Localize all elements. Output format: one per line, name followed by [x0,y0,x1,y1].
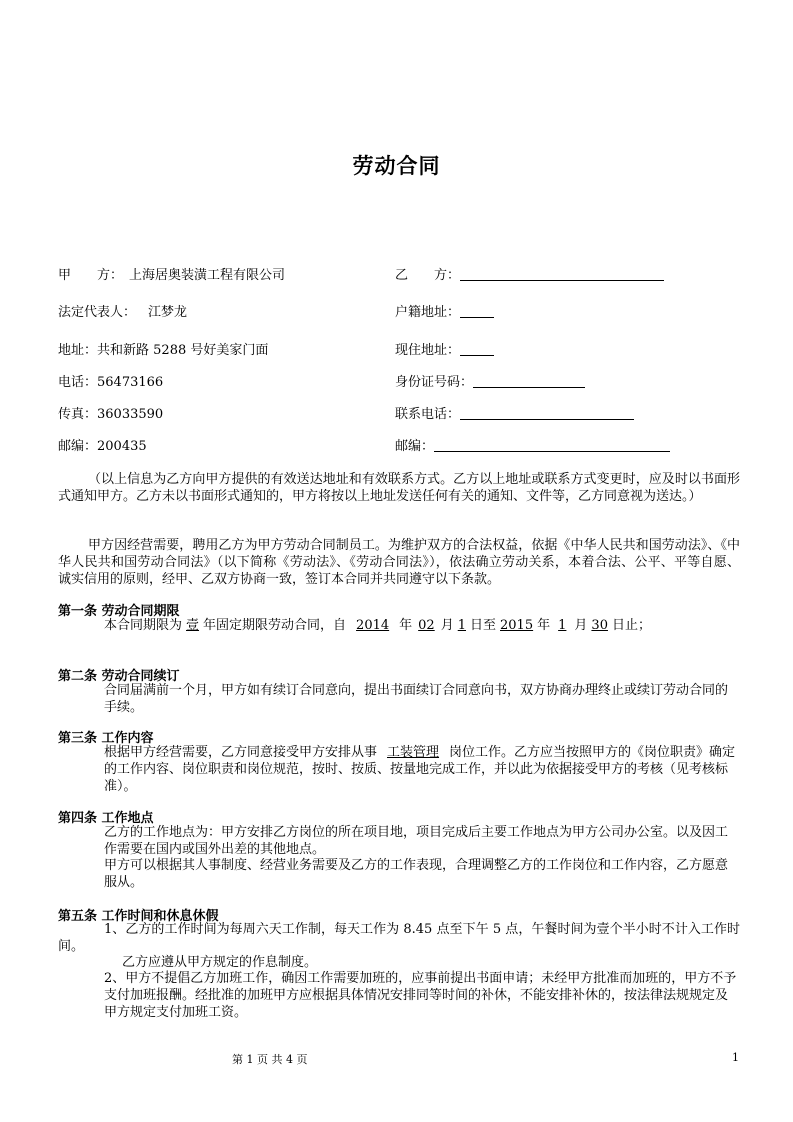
article-4-heading: 第四条 工作地点 [58,811,154,826]
term-text: 月 [440,618,454,633]
page-number: 1 [732,1051,739,1064]
party-b-blank[interactable] [460,266,664,281]
party-a-name: 上海居奥装潢工程有限公司 [129,268,286,283]
term-text: 年 [399,618,413,633]
page-info: 第 1 页 共 4 页 [232,1053,308,1066]
job-text: 根据甲方经营需要，乙方同意接受甲方安排从事 [104,745,378,760]
id-number-label: 身份证号码： [395,375,474,390]
article-5-heading: 第五条 工作时间和休息休假 [58,909,219,924]
huji-address-blank[interactable] [460,303,494,318]
start-day: 1 [457,618,466,633]
contact-phone-blank[interactable] [460,405,634,420]
article-5-para-2: 乙方应遵从甲方规定的作息制度。 [122,955,318,970]
address-note: （以上信息为乙方向甲方提供的有效送达地址和有效联系方式。乙方以上地址或联系方式变更时，应及时以书面形式通知甲方。乙方未以书面形式通知的，甲方将按以上地址发送任何有关的通知、文件等，乙方同意视为送达。） [58,472,740,504]
address-label: 地址： [58,343,98,358]
article-4-para-2: 甲方可以根据其人事制度、经营业务需要及乙方的工作表现，合理调整乙方的工作岗位和工作内容，乙方愿意服从。 [104,858,729,890]
job-position: 工装管理 [387,745,440,760]
start-year: 2014 [356,618,390,633]
party-row-6 [58,435,738,455]
huji-address-label: 户籍地址： [395,305,461,320]
article-5-para-1: 1、乙方的工作时间为每周六天工作制，每天工作为 8.45 点至下午 5 点，午餐时间为壹个半小时不计入工作时间。 [58,922,740,954]
article-2-heading: 第二条 劳动合同续订 [58,669,180,684]
party-row-3 [58,339,738,359]
party-a-label: 甲 方： [58,268,124,283]
term-text: 本合同期限为 [104,618,183,633]
legal-rep-name: 江梦龙 [148,305,188,320]
party-row-2 [58,301,738,321]
postcode-b-label: 邮编： [395,439,435,454]
end-month: 1 [558,618,567,633]
phone-value: 56473166 [97,375,164,390]
document-title: 劳动合同 [352,153,441,178]
article-1-heading: 第一条 劳动合同期限 [58,604,180,619]
term-years: 壹 [186,618,200,633]
job-text: 岗位工作。乙方应当按照甲方的《岗位职责》确定的工作内容、岗位职责和岗位规范，按时、按质、按量地完成工作，并以此为依据接受甲方的考核（见考核标准）。 [104,745,736,794]
postcode-value: 200435 [97,439,147,454]
term-text: 年 [537,618,551,633]
id-number-blank[interactable] [473,373,585,388]
article-5-para-3: 2、甲方不提倡乙方加班工作，确因工作需要加班的，应事前提出书面申请；未经甲方批准而加班的，甲方不予支付加班报酬。经批准的加班甲方应根据具体情况安排同等时间的补休，不能安排补休的，按法律法规规定及甲方规定支付加班工资。 [104,971,737,1020]
phone-label: 电话： [58,375,98,390]
term-text: 日止； [611,618,651,633]
term-text: 日至 [470,618,497,633]
end-day: 30 [591,618,608,633]
current-address-blank[interactable] [460,341,494,356]
fax-value: 36033590 [97,407,164,422]
postcode-label: 邮编： [58,439,98,454]
party-row-4 [58,371,738,391]
article-3-body [104,744,740,795]
address-value: 共和新路 5288 号好美家门面 [97,343,269,358]
end-year: 2015 [500,618,534,633]
article-2-body: 合同届满前一个月，甲方如有续订合同意向，提出书面续订合同意向书，双方协商办理终止或续订劳动合同的手续。 [104,683,729,715]
postcode-b-blank[interactable] [434,437,670,452]
article-4-para-1: 乙方的工作地点为：甲方安排乙方岗位的所在项目地，项目完成后主要工作地点为甲方公司办公室。以及因工作需要在国内或国外出差的其他地点。 [104,825,729,857]
article-1-body [104,617,740,634]
party-row-5 [58,403,738,423]
fax-label: 传真： [58,407,98,422]
party-row-1 [58,264,738,284]
term-text: 年固定期限劳动合同，自 [203,618,347,633]
term-text: 月 [574,618,588,633]
current-address-label: 现住地址： [395,343,461,358]
preamble: 甲方因经营需要，聘用乙方为甲方劳动合同制员工。为维护双方的合法权益，依据《中华人民共和国劳动法》、《中华人民共和国劳动合同法》（以下简称《劳动法》、《劳动合同法》），依法确立劳动关系，本着合法、公平、平等自愿、诚实信用的原则，经甲、乙双方协商一致，签订本合同并共同遵守以下条款。 [58,538,740,587]
article-3-heading: 第三条 工作内容 [58,731,154,746]
legal-rep-label: 法定代表人： [58,305,137,320]
contact-phone-label: 联系电话： [395,407,461,422]
start-month: 02 [418,618,435,633]
party-b-label: 乙 方： [395,268,461,283]
